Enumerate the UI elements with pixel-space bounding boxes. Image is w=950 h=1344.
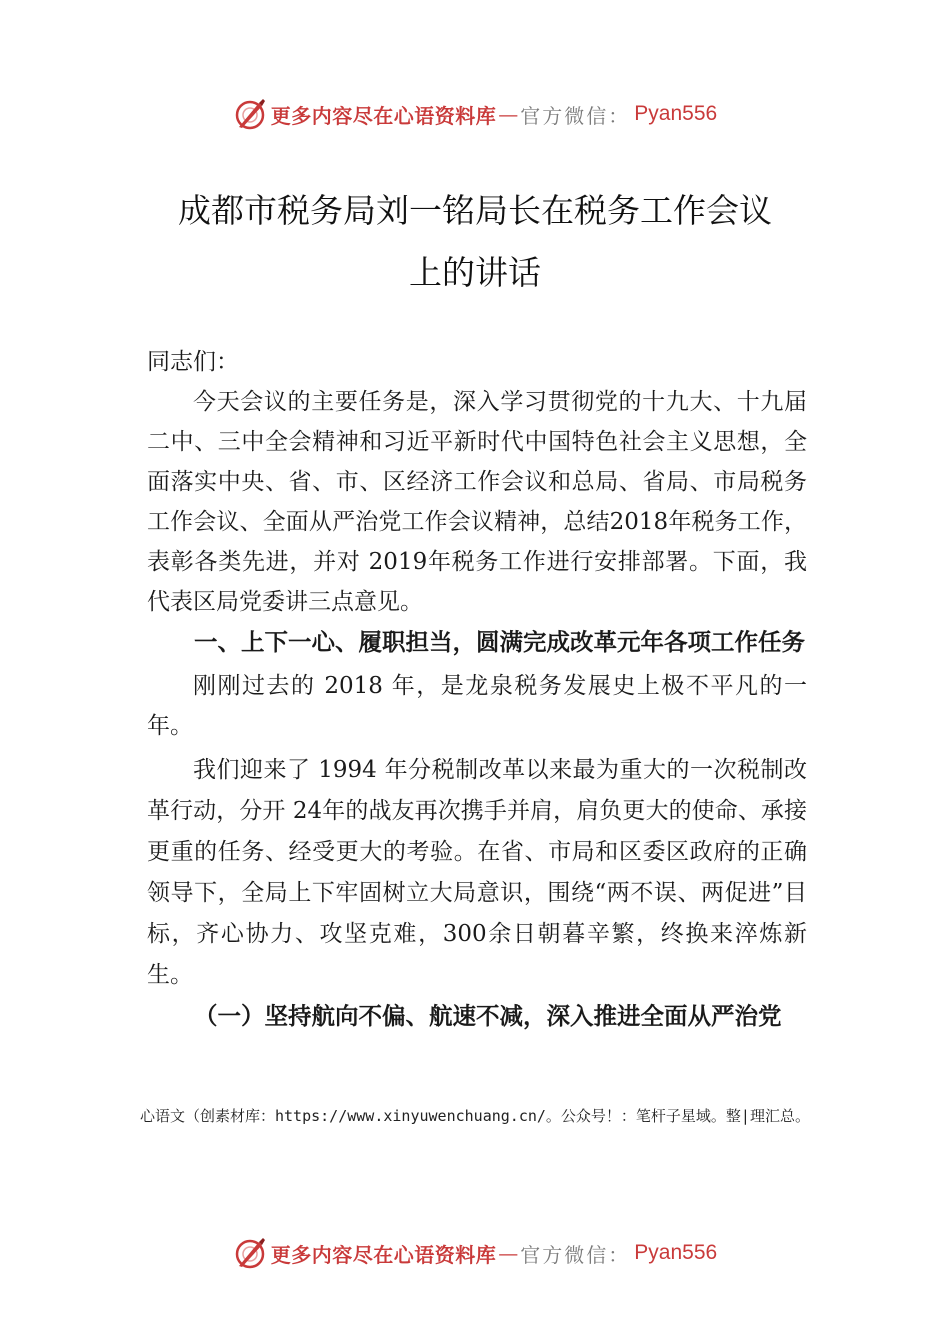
official-wechat-label: 官方微信： (520, 1242, 631, 1267)
section-heading-1: 一、上下一心、履职担当，圆满完成改革元年各项工作任务 (194, 628, 805, 656)
banner-dash: — (498, 102, 519, 126)
brand-name: 更多内容尽在心语资料库 (270, 1242, 497, 1267)
paragraph-2018: 刚刚过去的 2018 年，是龙泉税务发展史上极不平凡的一年。 (147, 673, 807, 739)
official-wechat-label: 官方微信： (520, 103, 631, 128)
title-line-1: 成都市税务局刘一铭局长在税务工作会议 (178, 191, 772, 230)
bottom-watermark-banner (0, 1233, 950, 1273)
paragraph-reform: 我们迎来了 1994 年分税制改革以来最为重大的一次税制改革行动，分开 24年的战友再次携手并肩，肩负更大的使命、承接更重的任务、经受更大的考验。在省、市局和区委区政府的正确领导下，全局上下牢固树立大局意识，围绕“两不误、两促进”目标，齐心协力、攻坚克难，300余日朝暮辛繁，终换来淬炼新生。 (147, 757, 807, 988)
source-footnote: 心语文（创素材库：https://www.xinyuwenchuang.cn/。公众号！：笔杆子星域。整|理汇总。 (140, 1107, 810, 1125)
brand-name: 更多内容尽在心语资料库 (270, 103, 497, 128)
pen-logo-icon (233, 1236, 267, 1270)
title-line-2: 上的讲话 (409, 253, 541, 292)
wechat-id: Pyan556 (634, 1241, 718, 1264)
salutation: 同志们： (147, 349, 239, 375)
banner-dash: — (498, 1241, 519, 1265)
wechat-id: Pyan556 (634, 102, 718, 125)
document-body (147, 342, 807, 1036)
document-title (140, 180, 810, 304)
pen-logo-icon (233, 97, 267, 131)
paragraph-intro: 今天会议的主要任务是，深入学习贯彻党的十九大、十九届二中、三中全会精神和习近平新时代中国特色社会主义思想，全面落实中央、省、市、区经济工作会议和总局、省局、市局税务工作会议、全面从严治党工作会议精神，总结2018年税务工作，表彰各类先进，并对 2019年税务工作进行安排部署。下面，我代表区局党委讲三点意见。 (147, 389, 807, 615)
subsection-heading-1: （一）坚持航向不偏、航速不减，深入推进全面从严治党 (194, 1002, 782, 1030)
top-watermark-banner (0, 94, 950, 134)
